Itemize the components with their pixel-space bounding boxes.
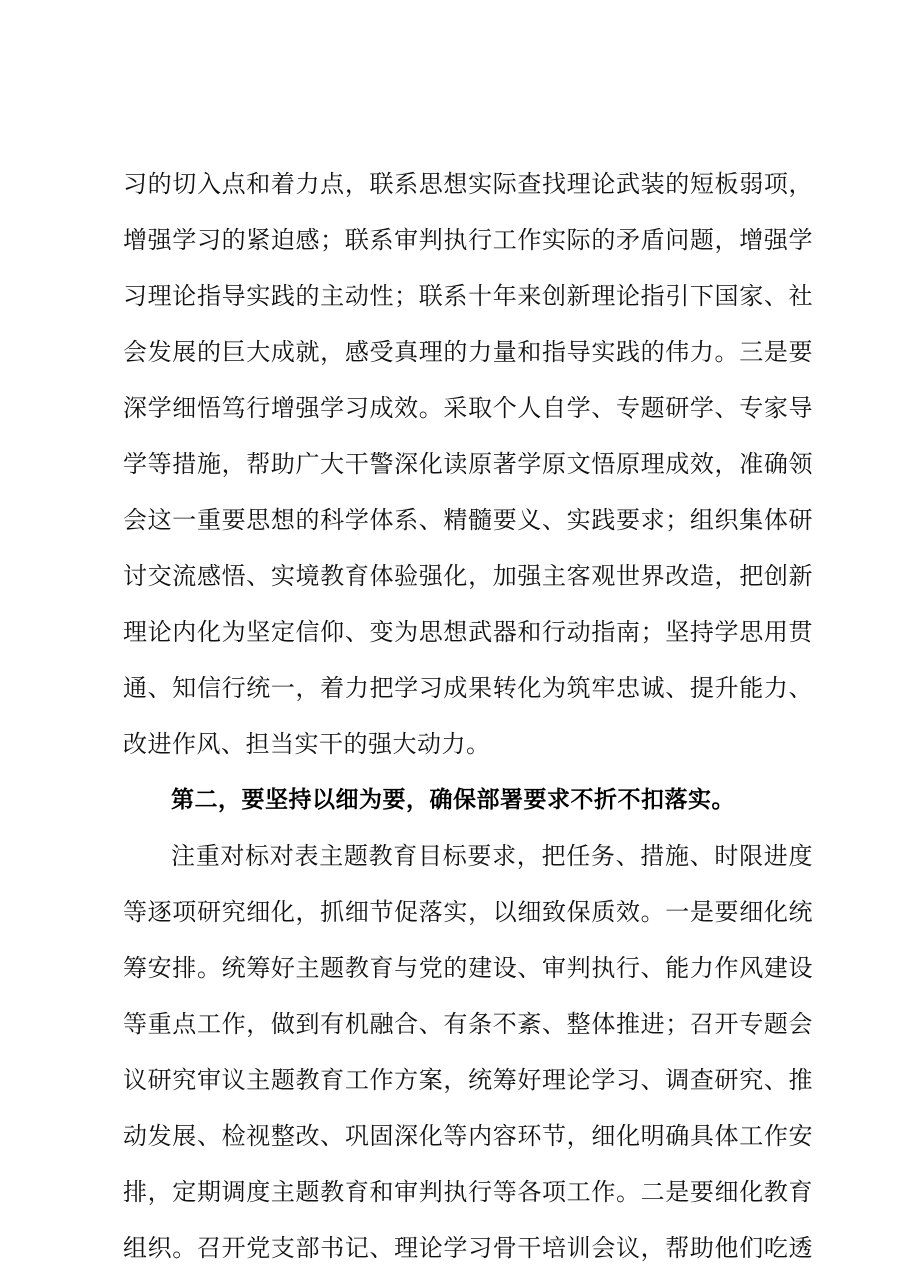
paragraph-line: 通、知信行统一，着力把学习成果转化为筑牢忠诚、提升能力、 <box>123 674 813 702</box>
paragraph-line: 动发展、检视整改、巩固深化等内容环节，细化明确具体工作安 <box>123 1122 813 1150</box>
paragraph-line: 理论内化为坚定信仰、变为思想武器和行动指南；坚持学思用贯 <box>123 618 813 646</box>
paragraph-line: 排，定期调度主题教育和审判执行等各项工作。二是要细化教育 <box>123 1178 813 1206</box>
paragraph-line: 组织。召开党支部书记、理论学习骨干培训会议，帮助他们吃透 <box>123 1234 813 1262</box>
paragraph-line: 改进作风、担当实干的强大动力。 <box>123 730 491 758</box>
paragraph-line: 等重点工作，做到有机融合、有条不紊、整体推进；召开专题会 <box>123 1010 813 1038</box>
paragraph-line: 增强学习的紧迫感；联系审判执行工作实际的矛盾问题，增强学 <box>123 226 813 254</box>
paragraph-line: 学等措施，帮助广大干警深化读原著学原文悟原理成效，准确领 <box>123 450 813 478</box>
paragraph-line: 习理论指导实践的主动性；联系十年来创新理论指引下国家、社 <box>123 282 813 310</box>
paragraph-line: 深学细悟笃行增强学习成效。采取个人自学、专题研学、专家导 <box>123 394 813 422</box>
paragraph-line: 会这一重要思想的科学体系、精髓要义、实践要求；组织集体研 <box>123 506 813 534</box>
paragraph-line: 习的切入点和着力点，联系思想实际查找理论武装的短板弱项， <box>123 170 813 198</box>
paragraph-line: 会发展的巨大成就，感受真理的力量和指导实践的伟力。三是要 <box>123 338 813 366</box>
paragraph-line: 注重对标对表主题教育目标要求，把任务、措施、时限进度 <box>171 842 813 870</box>
paragraph-line: 讨交流感悟、实境教育体验强化，加强主客观世界改造，把创新 <box>123 562 813 590</box>
paragraph-line: 筹安排。统筹好主题教育与党的建设、审判执行、能力作风建设 <box>123 954 813 982</box>
paragraph-line: 等逐项研究细化，抓细节促落实，以细致保质效。一是要细化统 <box>123 898 813 926</box>
section-heading: 第二，要坚持以细为要，确保部署要求不折不扣落实。 <box>171 787 735 813</box>
paragraph-line: 议研究审议主题教育工作方案，统筹好理论学习、调查研究、推 <box>123 1066 813 1094</box>
